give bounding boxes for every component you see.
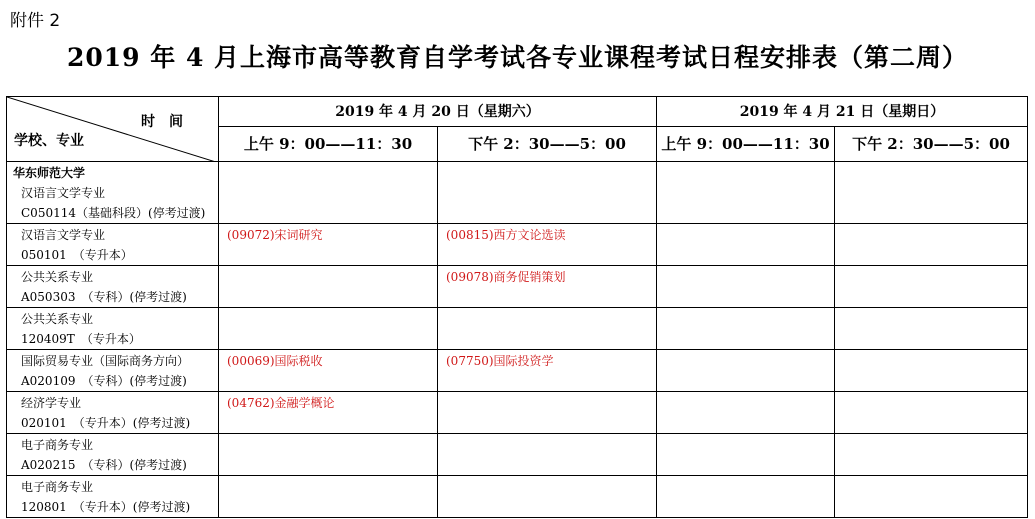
- major-name: 公共关系专业: [21, 270, 94, 284]
- exam-cell: [438, 476, 657, 518]
- slot-header: 上午 9：00——11：30: [657, 127, 835, 162]
- program-cell: [7, 350, 219, 392]
- date-header-2: 2019 年 4 月 21 日（星期日）: [657, 97, 1028, 127]
- exam-cell: (09078)商务促销策划: [438, 266, 657, 308]
- page-title: 2019 年 4 月上海市高等教育自学考试各专业课程考试日程安排表（第二周）: [66, 43, 969, 72]
- major-name: 电子商务专业: [21, 480, 94, 494]
- date-header-1: 2019 年 4 月 20 日（星期六）: [219, 97, 657, 127]
- corner-school-label: 学校、专业: [14, 133, 84, 149]
- major-code: A050303 （专科）(停考过渡): [21, 290, 187, 304]
- exam-cell: [835, 392, 1028, 434]
- exam-cell: [438, 162, 657, 224]
- exam-cell: [657, 434, 835, 476]
- table-row: [7, 434, 1028, 476]
- exam-cell: [219, 476, 438, 518]
- slot-header: 下午 2：30——5：00: [835, 127, 1028, 162]
- exam-cell: [219, 162, 438, 224]
- university-name: 华东师范大学: [13, 166, 86, 180]
- corner-header-cell: [7, 97, 219, 162]
- program-cell: [7, 162, 219, 224]
- exam-cell: [438, 308, 657, 350]
- exam-cell: [219, 434, 438, 476]
- exam-cell: [657, 392, 835, 434]
- major-name: 电子商务专业: [21, 438, 94, 452]
- exam-cell: [657, 224, 835, 266]
- major-code: 050101 （专升本）: [21, 248, 133, 262]
- major-code: A020109 （专科）(停考过渡): [21, 374, 187, 388]
- table-row: [7, 308, 1028, 350]
- exam-cell: (07750)国际投资学: [438, 350, 657, 392]
- diagonal-divider: [7, 97, 219, 162]
- major-name: 经济学专业: [21, 396, 82, 410]
- program-cell: [7, 476, 219, 518]
- date-header-row: [7, 97, 1028, 127]
- table-row: [7, 224, 1028, 266]
- schedule-table: [6, 96, 1028, 518]
- slot-header: 下午 2：30——5：00: [438, 127, 657, 162]
- major-code: 020101 （专升本）(停考过渡): [21, 416, 191, 430]
- table-row: [7, 350, 1028, 392]
- exam-cell: [835, 350, 1028, 392]
- exam-cell: [835, 162, 1028, 224]
- major-name: 公共关系专业: [21, 312, 94, 326]
- major-name: 汉语言文学专业: [21, 186, 106, 200]
- exam-cell: [657, 266, 835, 308]
- attachment-label: 附件 2: [10, 11, 61, 31]
- table-row: [7, 266, 1028, 308]
- program-cell: [7, 434, 219, 476]
- major-code: 120801 （专升本）(停考过渡): [21, 500, 191, 514]
- exam-cell: (04762)金融学概论: [219, 392, 438, 434]
- major-code: 120409T （专升本）: [21, 332, 141, 346]
- exam-cell: [438, 434, 657, 476]
- major-name: 国际贸易专业（国际商务方向）: [21, 354, 190, 368]
- exam-cell: [835, 476, 1028, 518]
- exam-cell: [657, 308, 835, 350]
- exam-cell: (00815)西方文论选读: [438, 224, 657, 266]
- program-cell: [7, 266, 219, 308]
- exam-cell: [835, 434, 1028, 476]
- exam-cell: [657, 476, 835, 518]
- exam-cell: [835, 266, 1028, 308]
- major-code: A020215 （专科）(停考过渡): [21, 458, 187, 472]
- table-row: [7, 162, 1028, 224]
- slot-header: 上午 9：00——11：30: [219, 127, 438, 162]
- exam-cell: [219, 266, 438, 308]
- program-cell: [7, 224, 219, 266]
- exam-cell: [219, 308, 438, 350]
- exam-cell: (00069)国际税收: [219, 350, 438, 392]
- exam-cell: [657, 162, 835, 224]
- exam-cell: [657, 350, 835, 392]
- major-name: 汉语言文学专业: [21, 228, 106, 242]
- corner-time-label: 时 间: [141, 114, 183, 130]
- exam-cell: [835, 224, 1028, 266]
- table-row: [7, 392, 1028, 434]
- major-code: C050114（基础科段）(停考过渡): [21, 206, 206, 220]
- program-cell: [7, 308, 219, 350]
- exam-cell: (09072)宋词研究: [219, 224, 438, 266]
- program-cell: [7, 392, 219, 434]
- exam-cell: [835, 308, 1028, 350]
- exam-cell: [438, 392, 657, 434]
- table-row: [7, 476, 1028, 518]
